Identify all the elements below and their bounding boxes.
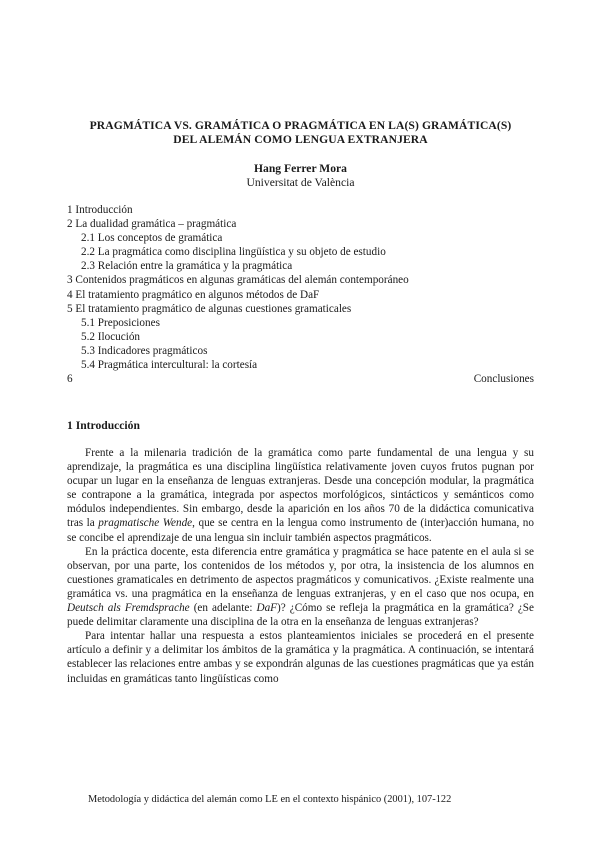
toc-subitem: 2.2 La pragmática como disciplina lingüística y su objeto de estudio xyxy=(81,246,386,259)
table-of-contents xyxy=(67,203,534,386)
toc-item: 2 La dualidad gramática – pragmática xyxy=(67,218,237,231)
paragraph-text: En la práctica docente, esta diferencia entre gramática y pragmática se hace patente en el aula si se observan, por una parte, los contenidos de los métodos y, por otra, la insistencia de los alumnos en cuestiones gramaticales en detrimento de aspectos pragmáticos y comunicativos. ¿Existe realmente una gramática vs. una pragmática en la enseñanza de lenguas extranjeras, y en el caso que nos ocupa, en xyxy=(67,545,534,600)
paragraph xyxy=(67,446,534,545)
paragraph-text: (en adelante: xyxy=(189,602,257,615)
page-footer: Metodología y didáctica del alemán como LE en el contexto hispánico (2001), 107-122 xyxy=(88,794,452,805)
toc-subitem: 5.1 Preposiciones xyxy=(81,316,160,329)
toc-item: 5 El tratamiento pragmático de algunas cuestiones gramaticales xyxy=(67,302,352,315)
author-affiliation: Universitat de València xyxy=(246,176,355,189)
toc-subitem: 5.3 Indicadores pragmáticos xyxy=(81,344,208,357)
toc-item-number: 6 xyxy=(67,373,73,386)
author-name: Hang Ferrer Mora xyxy=(254,162,347,175)
paper-title-line-1: PRAGMÁTICA VS. GRAMÁTICA O PRAGMÁTICA EN LA(S) GRAMÁTICA(S) xyxy=(89,119,512,132)
paragraph-text: )? ¿Cómo se refleja la pragmática en la gramática? ¿Se puede delimitar claramente una disciplina de la otra en la enseñanza de lenguas extranjeras? xyxy=(67,602,534,629)
toc-subitem: 2.1 Los conceptos de gramática xyxy=(81,232,223,245)
paragraph-text: Para intentar hallar una respuesta a estos planteamientos iniciales se procederá en el presente artículo a definir y a delimitar los ámbitos de la gramática y la pragmática. A continuación, se intentará establecer las relaciones entre ambas y se expondrán algunas de las cuestiones pragmáticas que ya están incluidas en gramáticas tanto lingüísticas como xyxy=(67,630,534,685)
toc-item: 1 Introducción xyxy=(67,204,133,216)
toc-item-conclusions xyxy=(67,372,534,386)
paragraph xyxy=(67,629,534,685)
body-text xyxy=(67,446,534,686)
toc-item: 3 Contenidos pragmáticos en algunas gramáticas del alemán contemporáneo xyxy=(67,274,409,287)
paragraph-text: , que se centra en la lengua como instrumento de (inter)acción humana, no se concibe el aprendizaje de una lengua sin incluir también aspectos pragmáticos. xyxy=(67,517,534,544)
paragraph-text: Frente a la milenaria tradición de la gramática como parte fundamental de una lengua y su aprendizaje, la pragmática es una disciplina lingüística relativamente joven cuyos frutos pugnan por ocupar un lugar en la enseñanza de lenguas extranjeras. Desde una concepción modular, la pragmática se contrapone a la gramática, integrada por aspectos morfológicos, sintácticos y semánticos como módulos independientes. Sin embargo, desde la aparición en los años 70 de la didáctica comunicativa tras la xyxy=(67,447,534,530)
paper-title-line-2: DEL ALEMÁN COMO LENGUA EXTRANJERA xyxy=(173,133,428,146)
section-heading: 1 Introducción xyxy=(67,419,140,432)
toc-subitem: 2.3 Relación entre la gramática y la pragmática xyxy=(81,260,293,273)
toc-item: 4 El tratamiento pragmático en algunos métodos de DaF xyxy=(67,288,320,301)
paragraph xyxy=(67,545,534,630)
toc-subitem: 5.2 Ilocución xyxy=(81,330,141,343)
emphasis-text: DaF xyxy=(256,602,277,615)
toc-item-label: Conclusiones xyxy=(473,373,534,386)
toc-subitem: 5.4 Pragmática intercultural: la cortesía xyxy=(81,359,258,372)
emphasis-text: pragmatische Wende xyxy=(98,517,193,530)
emphasis-text: Deutsch als Fremdsprache xyxy=(67,602,190,615)
